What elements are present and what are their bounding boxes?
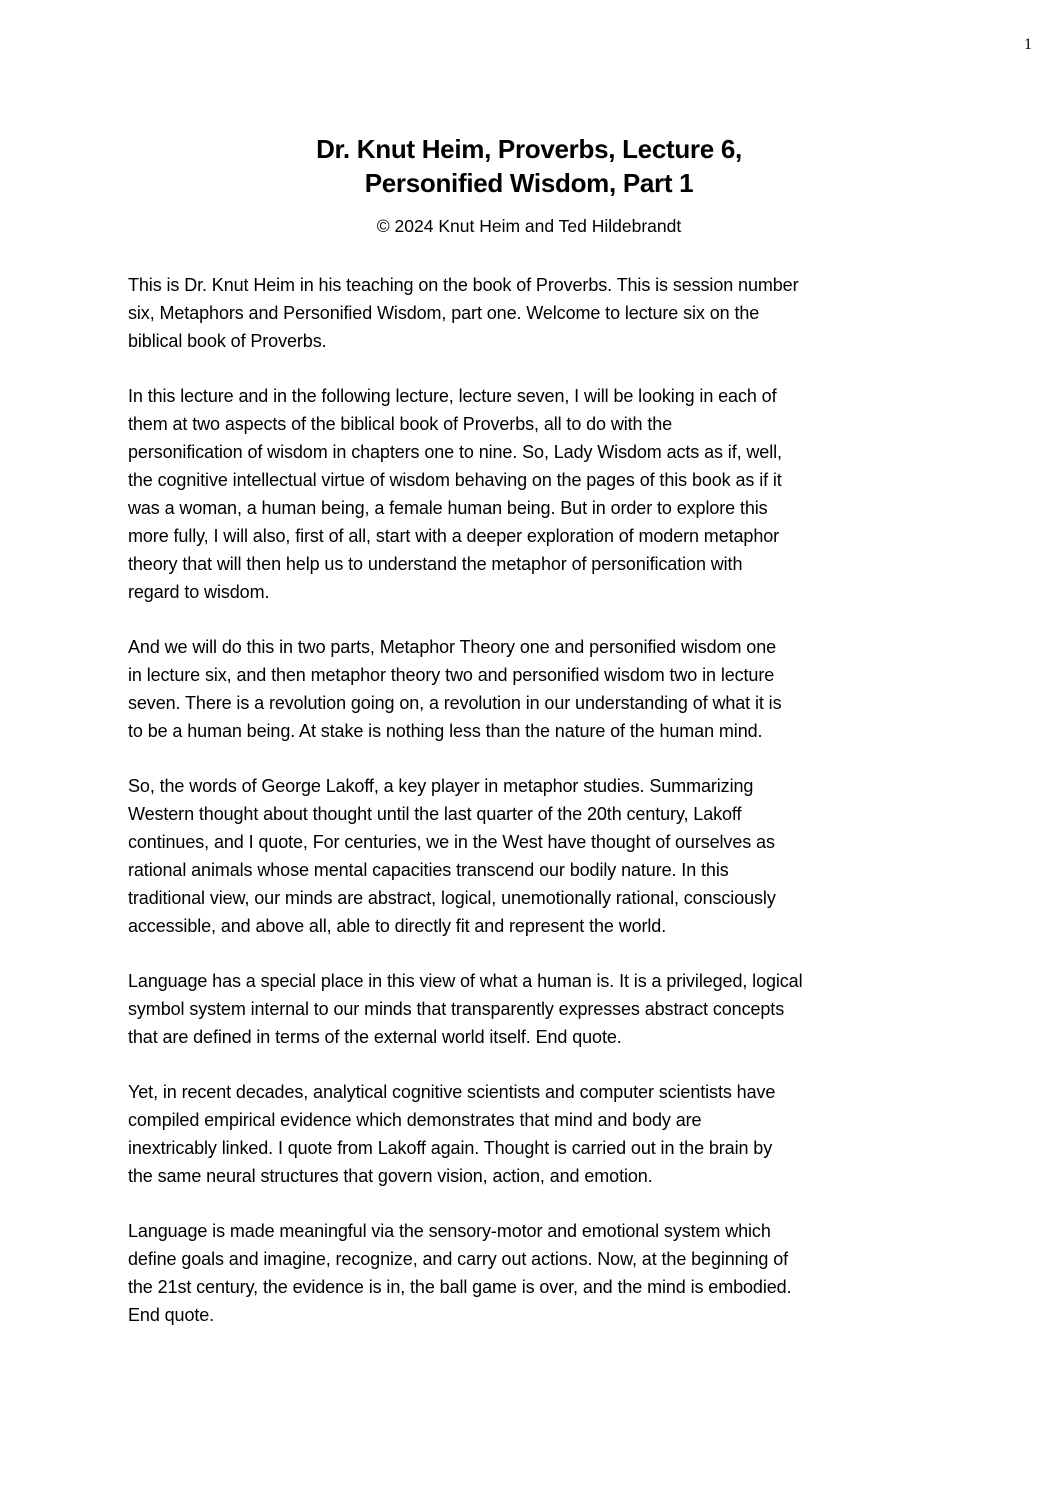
paragraph	[128, 967, 948, 1051]
text-line: personification of wisdom in chapters one to nine. So, Lady Wisdom acts as if, well,	[128, 442, 782, 462]
text-line: the cognitive intellectual virtue of wisdom behaving on the pages of this book as if it	[128, 470, 782, 490]
text-line: Language has a special place in this view of what a human is. It is a privileged, logical	[128, 971, 803, 991]
text-line: seven. There is a revolution going on, a revolution in our understanding of what it is	[128, 693, 782, 713]
text-line: compiled empirical evidence which demonstrates that mind and body are	[128, 1110, 702, 1130]
text-line: Western thought about thought until the last quarter of the 20th century, Lakoff	[128, 804, 742, 824]
text-line: traditional view, our minds are abstract, logical, unemotionally rational, consciously	[128, 888, 776, 908]
text-line: biblical book of Proverbs.	[128, 331, 327, 351]
text-line: the 21st century, the evidence is in, the ball game is over, and the mind is embodied.	[128, 1277, 792, 1297]
text-line: the same neural structures that govern vision, action, and emotion.	[128, 1166, 653, 1186]
text-line: them at two aspects of the biblical book of Proverbs, all to do with the	[128, 414, 673, 434]
text-line: This is Dr. Knut Heim in his teaching on the book of Proverbs. This is session number	[128, 275, 799, 295]
text-line: inextricably linked. I quote from Lakoff again. Thought is carried out in the brain by	[128, 1138, 773, 1158]
paragraph	[128, 1217, 948, 1329]
text-line: In this lecture and in the following lecture, lecture seven, I will be looking in each of	[128, 386, 777, 406]
title-line: Dr. Knut Heim, Proverbs, Lecture 6,	[316, 134, 742, 164]
text-line: And we will do this in two parts, Metaphor Theory one and personified wisdom one	[128, 637, 777, 657]
text-line: symbol system internal to our minds that transparently expresses abstract concepts	[128, 999, 785, 1019]
paragraph	[128, 1078, 948, 1190]
title-line: Personified Wisdom, Part 1	[364, 168, 694, 198]
text-line: six, Metaphors and Personified Wisdom, part one. Welcome to lecture six on the	[128, 303, 760, 323]
paragraph	[128, 271, 948, 355]
document-body	[128, 271, 948, 1356]
text-line: to be a human being. At stake is nothing less than the nature of the human mind.	[128, 721, 763, 741]
text-line: define goals and imagine, recognize, and carry out actions. Now, at the beginning of	[128, 1249, 789, 1269]
copyright-line: © 2024 Knut Heim and Ted Hildebrandt	[376, 216, 682, 236]
text-line: Language is made meaningful via the sensory-motor and emotional system which	[128, 1221, 771, 1241]
text-line: regard to wisdom.	[128, 582, 270, 602]
paragraph	[128, 772, 948, 940]
paragraph	[128, 633, 948, 745]
page-number: 1	[1024, 36, 1032, 53]
text-line: more fully, I will also, first of all, start with a deeper exploration of modern metaphor	[128, 526, 780, 546]
document-title	[0, 132, 1058, 200]
paragraph	[128, 382, 948, 606]
text-line: Yet, in recent decades, analytical cognitive scientists and computer scientists have	[128, 1082, 776, 1102]
text-line: End quote.	[128, 1305, 215, 1325]
text-line: accessible, and above all, able to directly fit and represent the world.	[128, 916, 667, 936]
text-line: in lecture six, and then metaphor theory two and personified wisdom two in lecture	[128, 665, 775, 685]
text-line: So, the words of George Lakoff, a key player in metaphor studies. Summarizing	[128, 776, 754, 796]
text-line: that are defined in terms of the external world itself. End quote.	[128, 1027, 622, 1047]
text-line: was a woman, a human being, a female human being. But in order to explore this	[128, 498, 768, 518]
text-line: theory that will then help us to understand the metaphor of personification with	[128, 554, 743, 574]
text-line: continues, and I quote, For centuries, we in the West have thought of ourselves as	[128, 832, 775, 852]
text-line: rational animals whose mental capacities transcend our bodily nature. In this	[128, 860, 729, 880]
